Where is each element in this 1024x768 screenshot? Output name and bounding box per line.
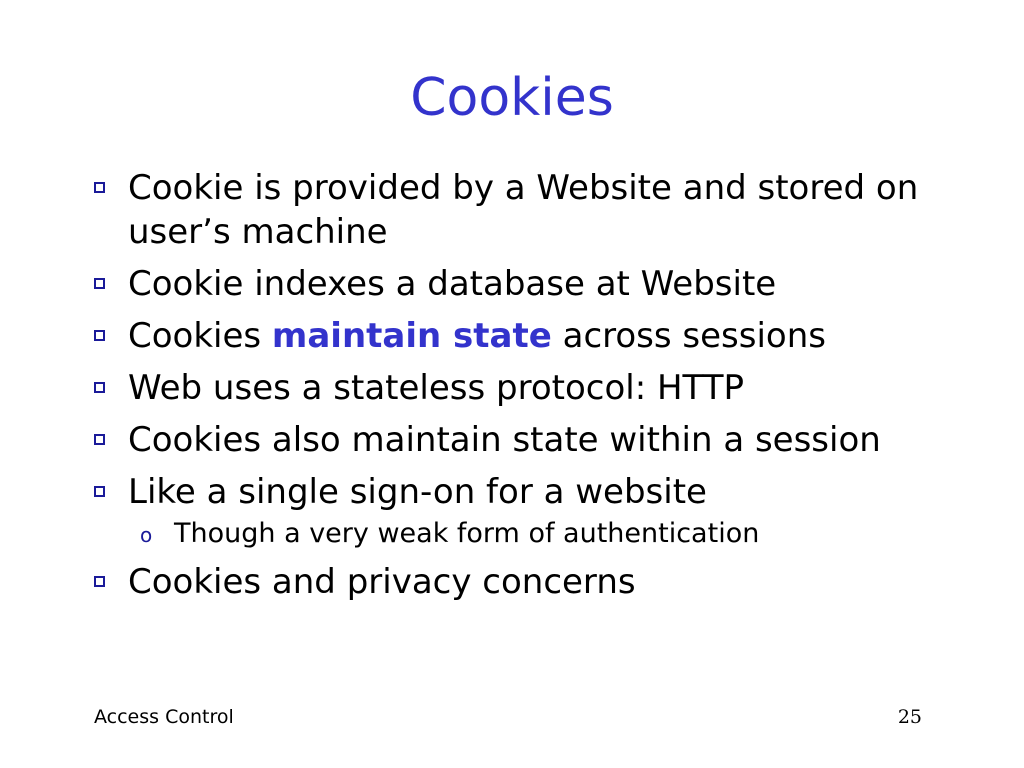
bullet-text: Cookies also maintain state within a session bbox=[128, 420, 881, 460]
hollow-square-icon bbox=[94, 382, 105, 393]
bullet-item bbox=[92, 314, 972, 358]
hollow-square-icon bbox=[94, 182, 105, 193]
footer-label: Access Control bbox=[94, 706, 234, 728]
bullet-text: Web uses a stateless protocol: HTTP bbox=[128, 368, 744, 408]
hollow-square-icon bbox=[94, 486, 105, 497]
bullet-text: Cookie is provided by a Website and stored on user’s machine bbox=[128, 168, 919, 252]
hollow-square-icon bbox=[94, 330, 105, 341]
bullet-item bbox=[92, 418, 972, 462]
bullet-text: Cookie indexes a database at Website bbox=[128, 264, 777, 304]
bullet-item bbox=[92, 166, 972, 254]
slide-title: Cookies bbox=[410, 68, 614, 128]
bullet-text: Like a single sign-on for a website bbox=[128, 472, 707, 512]
letter-o-icon: o bbox=[140, 523, 153, 547]
hollow-square-icon bbox=[94, 576, 105, 587]
sub-bullet-text: Though a very weak form of authentication bbox=[174, 518, 760, 549]
sub-bullet-item bbox=[92, 516, 972, 552]
hollow-square-icon bbox=[94, 278, 105, 289]
bullet-list bbox=[92, 166, 972, 612]
bullet-text-suffix: across sessions bbox=[551, 316, 826, 356]
bullet-text-prefix: Cookies bbox=[128, 316, 272, 356]
bullet-emphasis: maintain state bbox=[271, 316, 552, 356]
page-number: 25 bbox=[897, 706, 922, 728]
bullet-text: Cookies and privacy concerns bbox=[128, 562, 636, 602]
hollow-square-icon bbox=[94, 434, 105, 445]
bullet-item bbox=[92, 560, 972, 604]
bullet-item bbox=[92, 366, 972, 410]
bullet-item bbox=[92, 262, 972, 306]
bullet-item bbox=[92, 470, 972, 514]
